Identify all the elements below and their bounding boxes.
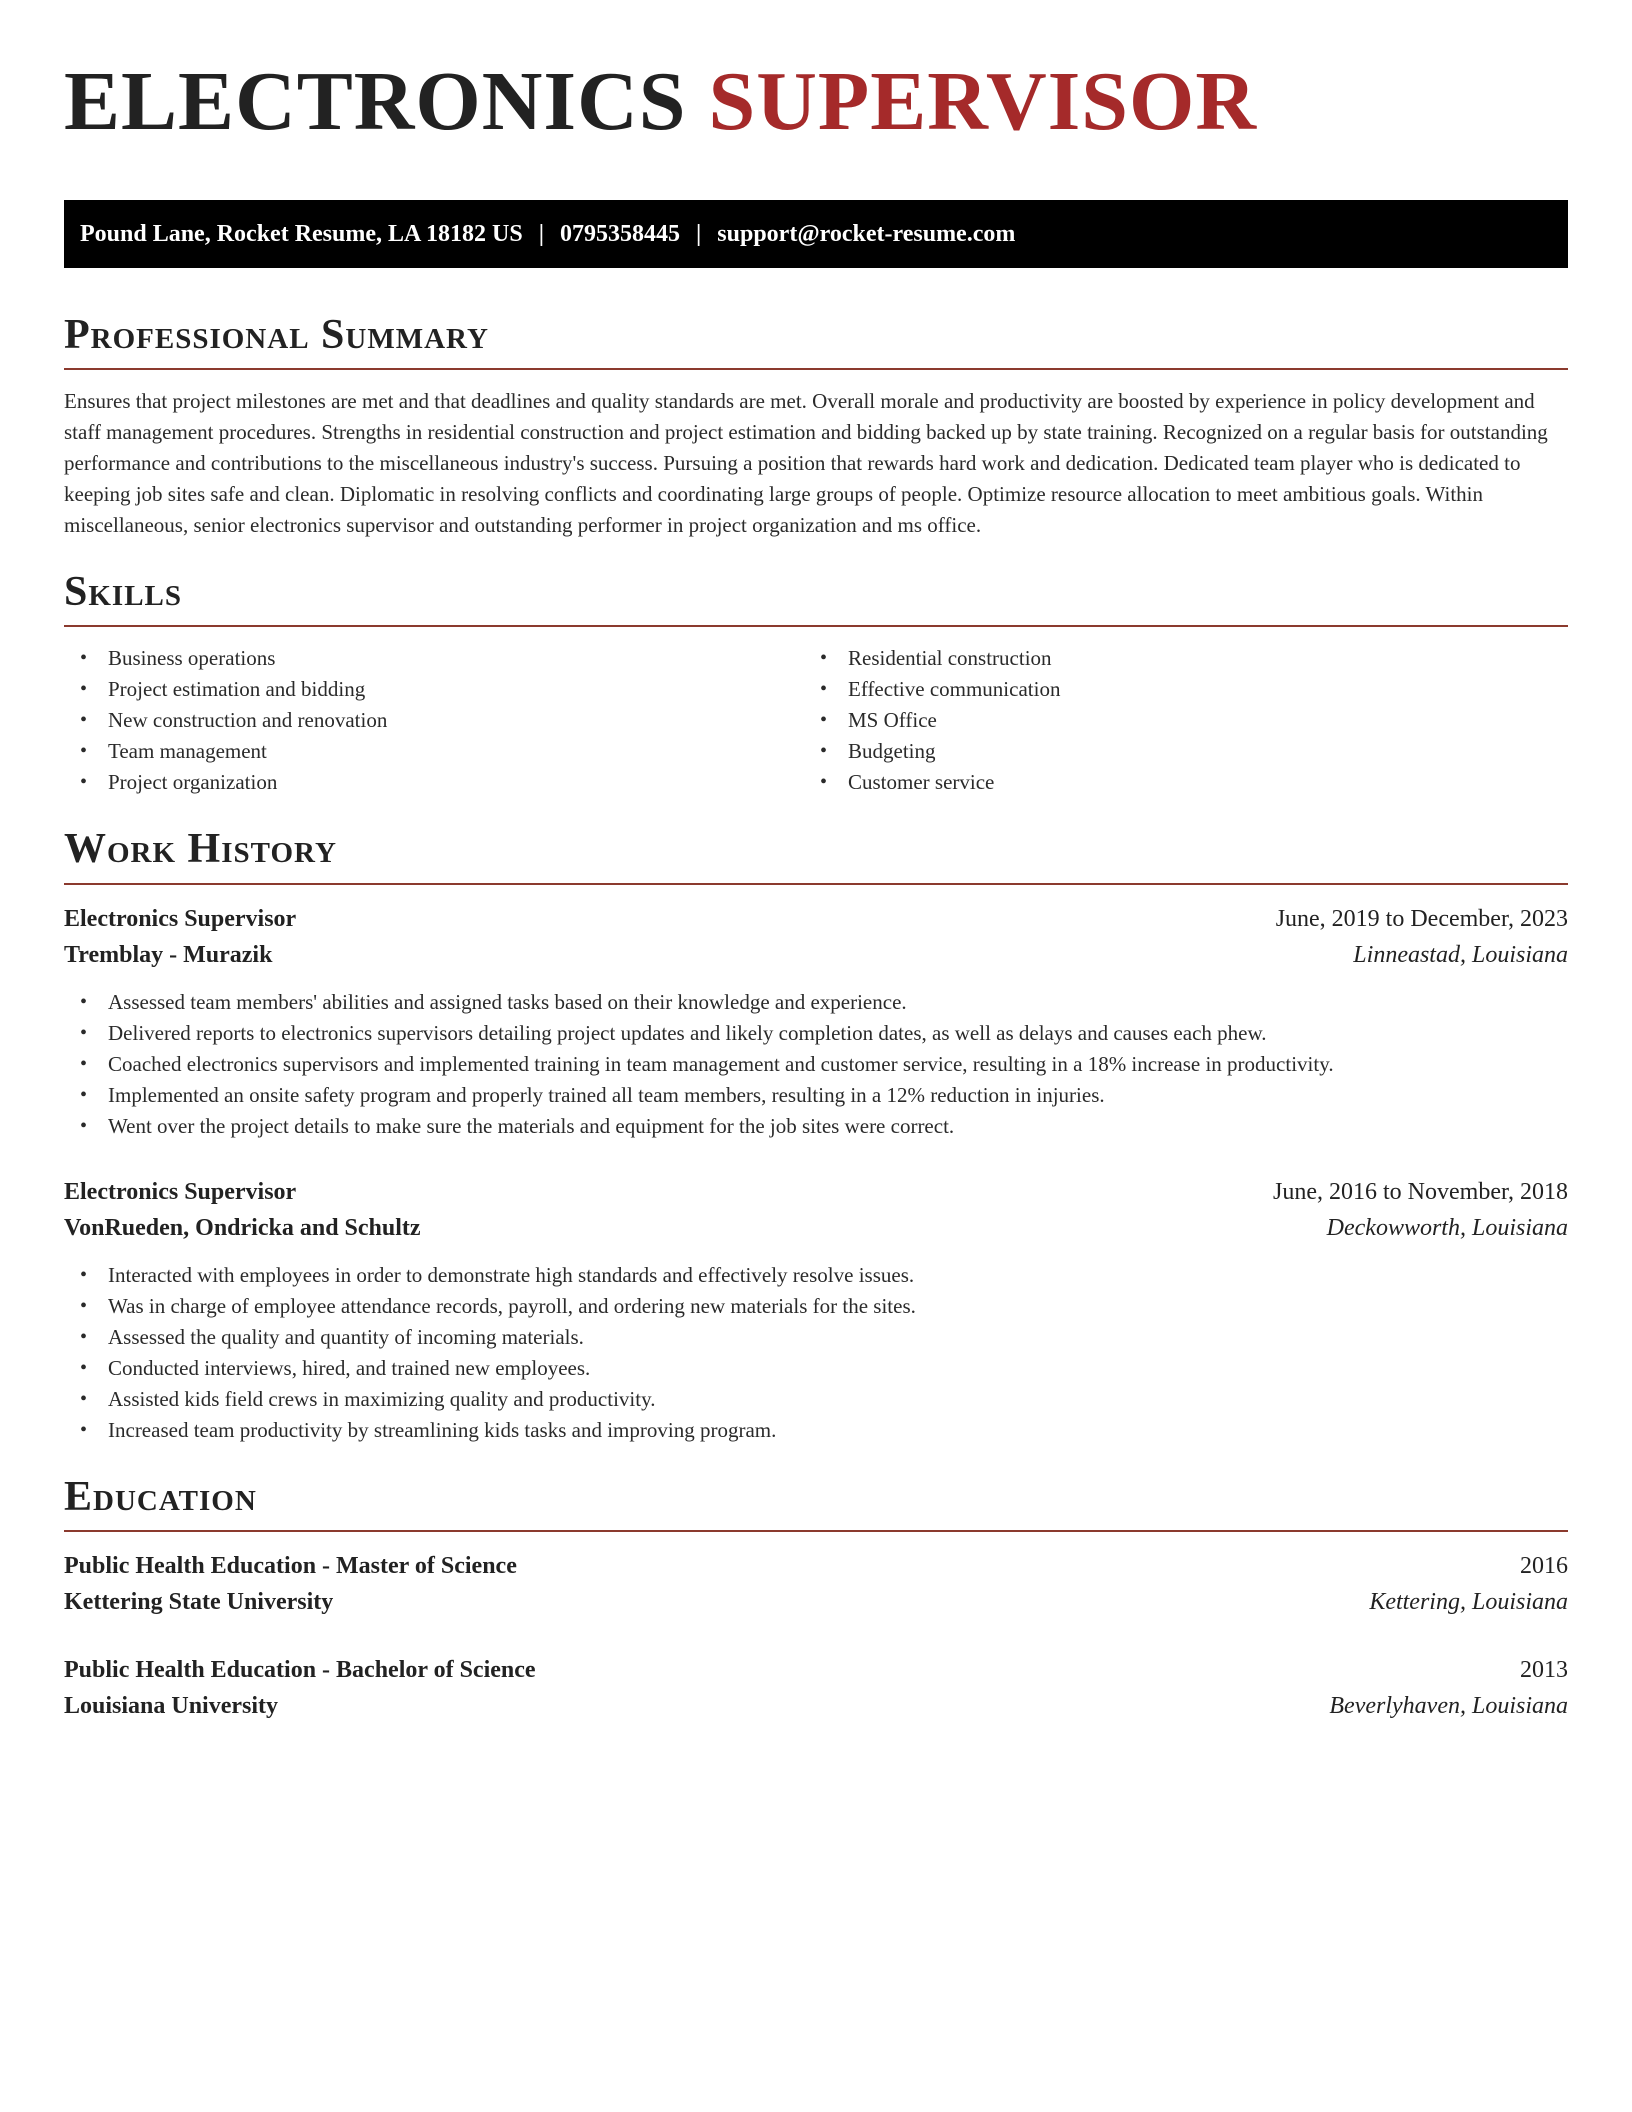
job-bullet: • Delivered reports to electronics supervisors detailing project updates and likely completion dates, as well as delays and causes each phew. — [64, 1018, 1568, 1049]
work-history-section — [64, 826, 1568, 1445]
job-location: Deckowworth, Louisiana — [1326, 1214, 1568, 1241]
education-year: 2013 — [1520, 1656, 1568, 1683]
job-bullet: • Implemented an onsite safety program and properly trained all team members, resulting in a 12% reduction in injuries. — [64, 1080, 1568, 1111]
job-bullets — [64, 1260, 1568, 1446]
skill-item: • Business operations — [64, 643, 804, 674]
section-title-work: Work History — [64, 826, 1568, 884]
job-company: VonRueden, Ondricka and Schultz — [64, 1214, 421, 1241]
education-school-row — [64, 1688, 1568, 1724]
job-bullet: • Coached electronics supervisors and implemented training in team management and customer service, resulting in a 18% increase in productivity. — [64, 1049, 1568, 1080]
job-title: Electronics Supervisor — [64, 1178, 297, 1205]
job-bullet: • Conducted interviews, hired, and trained new employees. — [64, 1353, 1568, 1384]
section-title-education: Education — [64, 1474, 1568, 1532]
job-company-row — [64, 937, 1568, 973]
skill-item: • New construction and renovation — [64, 705, 804, 736]
skills-right-column — [804, 643, 1544, 798]
job-bullet: • Assisted kids field crews in maximizing quality and productivity. — [64, 1384, 1568, 1415]
section-title-skills: Skills — [64, 569, 1568, 627]
job-bullet: • Assessed team members' abilities and assigned tasks based on their knowledge and experience. — [64, 987, 1568, 1018]
education-degree-row — [64, 1652, 1568, 1688]
education-year: 2016 — [1520, 1552, 1568, 1579]
section-title-summary: Professional Summary — [64, 312, 1568, 370]
job-header-row — [64, 901, 1568, 937]
name-last: SUPERVISOR — [708, 55, 1258, 148]
job-entry — [64, 901, 1568, 1142]
contact-email: support@rocket-resume.com — [717, 220, 1016, 247]
resume-page — [64, 0, 1568, 1724]
education-degree: Public Health Education - Master of Science — [64, 1552, 517, 1579]
skill-item: • Effective communication — [804, 674, 1544, 705]
education-entry — [64, 1652, 1568, 1724]
skill-item: • Project estimation and bidding — [64, 674, 804, 705]
job-location: Linneastad, Louisiana — [1353, 941, 1568, 968]
skills-section — [64, 569, 1568, 798]
skills-left-column — [64, 643, 804, 798]
name-first: ELECTRONICS — [64, 55, 687, 148]
education-entry — [64, 1548, 1568, 1620]
job-bullet: • Assessed the quality and quantity of incoming materials. — [64, 1322, 1568, 1353]
contact-address: Pound Lane, Rocket Resume, LA 18182 US — [80, 220, 523, 247]
contact-separator: | — [696, 220, 702, 247]
job-header-row — [64, 1174, 1568, 1210]
skill-item: • MS Office — [804, 705, 1544, 736]
job-bullets — [64, 987, 1568, 1142]
skill-item: • Project organization — [64, 767, 804, 798]
job-bullet: • Went over the project details to make sure the materials and equipment for the job sites were correct. — [64, 1111, 1568, 1142]
job-dates: June, 2016 to November, 2018 — [1273, 1178, 1568, 1205]
summary-text: Ensures that project milestones are met and that deadlines and quality standards are met. Overall morale and productivity are boosted by experience in policy development and staff management procedures. Strengths in residential construction and project estimation and bidding backed up by state training. Recognized on a regular basis for outstanding performance and contributions to the miscellaneous industry's success. Pursuing a position that rewards hard work and dedication. Dedicated team player who is dedicated to keeping job sites safe and clean. Diplomatic in resolving conflicts and coordinating large groups of people. Optimize resource allocation to meet ambitious goals. Within miscellaneous, senior electronics supervisor and outstanding performer in project organization and ms office. — [64, 389, 1548, 538]
job-dates: June, 2019 to December, 2023 — [1275, 905, 1568, 932]
skill-item: • Customer service — [804, 767, 1544, 798]
skill-item: • Team management — [64, 736, 804, 767]
contact-phone: 0795358445 — [560, 220, 680, 247]
education-section — [64, 1474, 1568, 1724]
job-title: Electronics Supervisor — [64, 905, 297, 932]
skills-columns — [64, 643, 1568, 798]
education-location: Kettering, Louisiana — [1369, 1588, 1568, 1615]
education-school: Louisiana University — [64, 1692, 279, 1719]
resume-name — [64, 56, 1568, 160]
contact-separator: | — [538, 220, 544, 247]
education-degree-row — [64, 1548, 1568, 1584]
job-bullet: • Interacted with employees in order to demonstrate high standards and effectively resolve issues. — [64, 1260, 1568, 1291]
skill-item: • Residential construction — [804, 643, 1544, 674]
job-company: Tremblay - Murazik — [64, 941, 273, 968]
skill-item: • Budgeting — [804, 736, 1544, 767]
education-location: Beverlyhaven, Louisiana — [1329, 1692, 1568, 1719]
education-school: Kettering State University — [64, 1588, 334, 1615]
summary-section — [64, 312, 1568, 541]
education-school-row — [64, 1584, 1568, 1620]
job-entry — [64, 1174, 1568, 1446]
contact-bar — [64, 200, 1568, 268]
job-bullet: • Was in charge of employee attendance records, payroll, and ordering new materials for the sites. — [64, 1291, 1568, 1322]
education-degree: Public Health Education - Bachelor of Science — [64, 1656, 536, 1683]
job-company-row — [64, 1210, 1568, 1246]
job-bullet: • Increased team productivity by streamlining kids tasks and improving program. — [64, 1415, 1568, 1446]
